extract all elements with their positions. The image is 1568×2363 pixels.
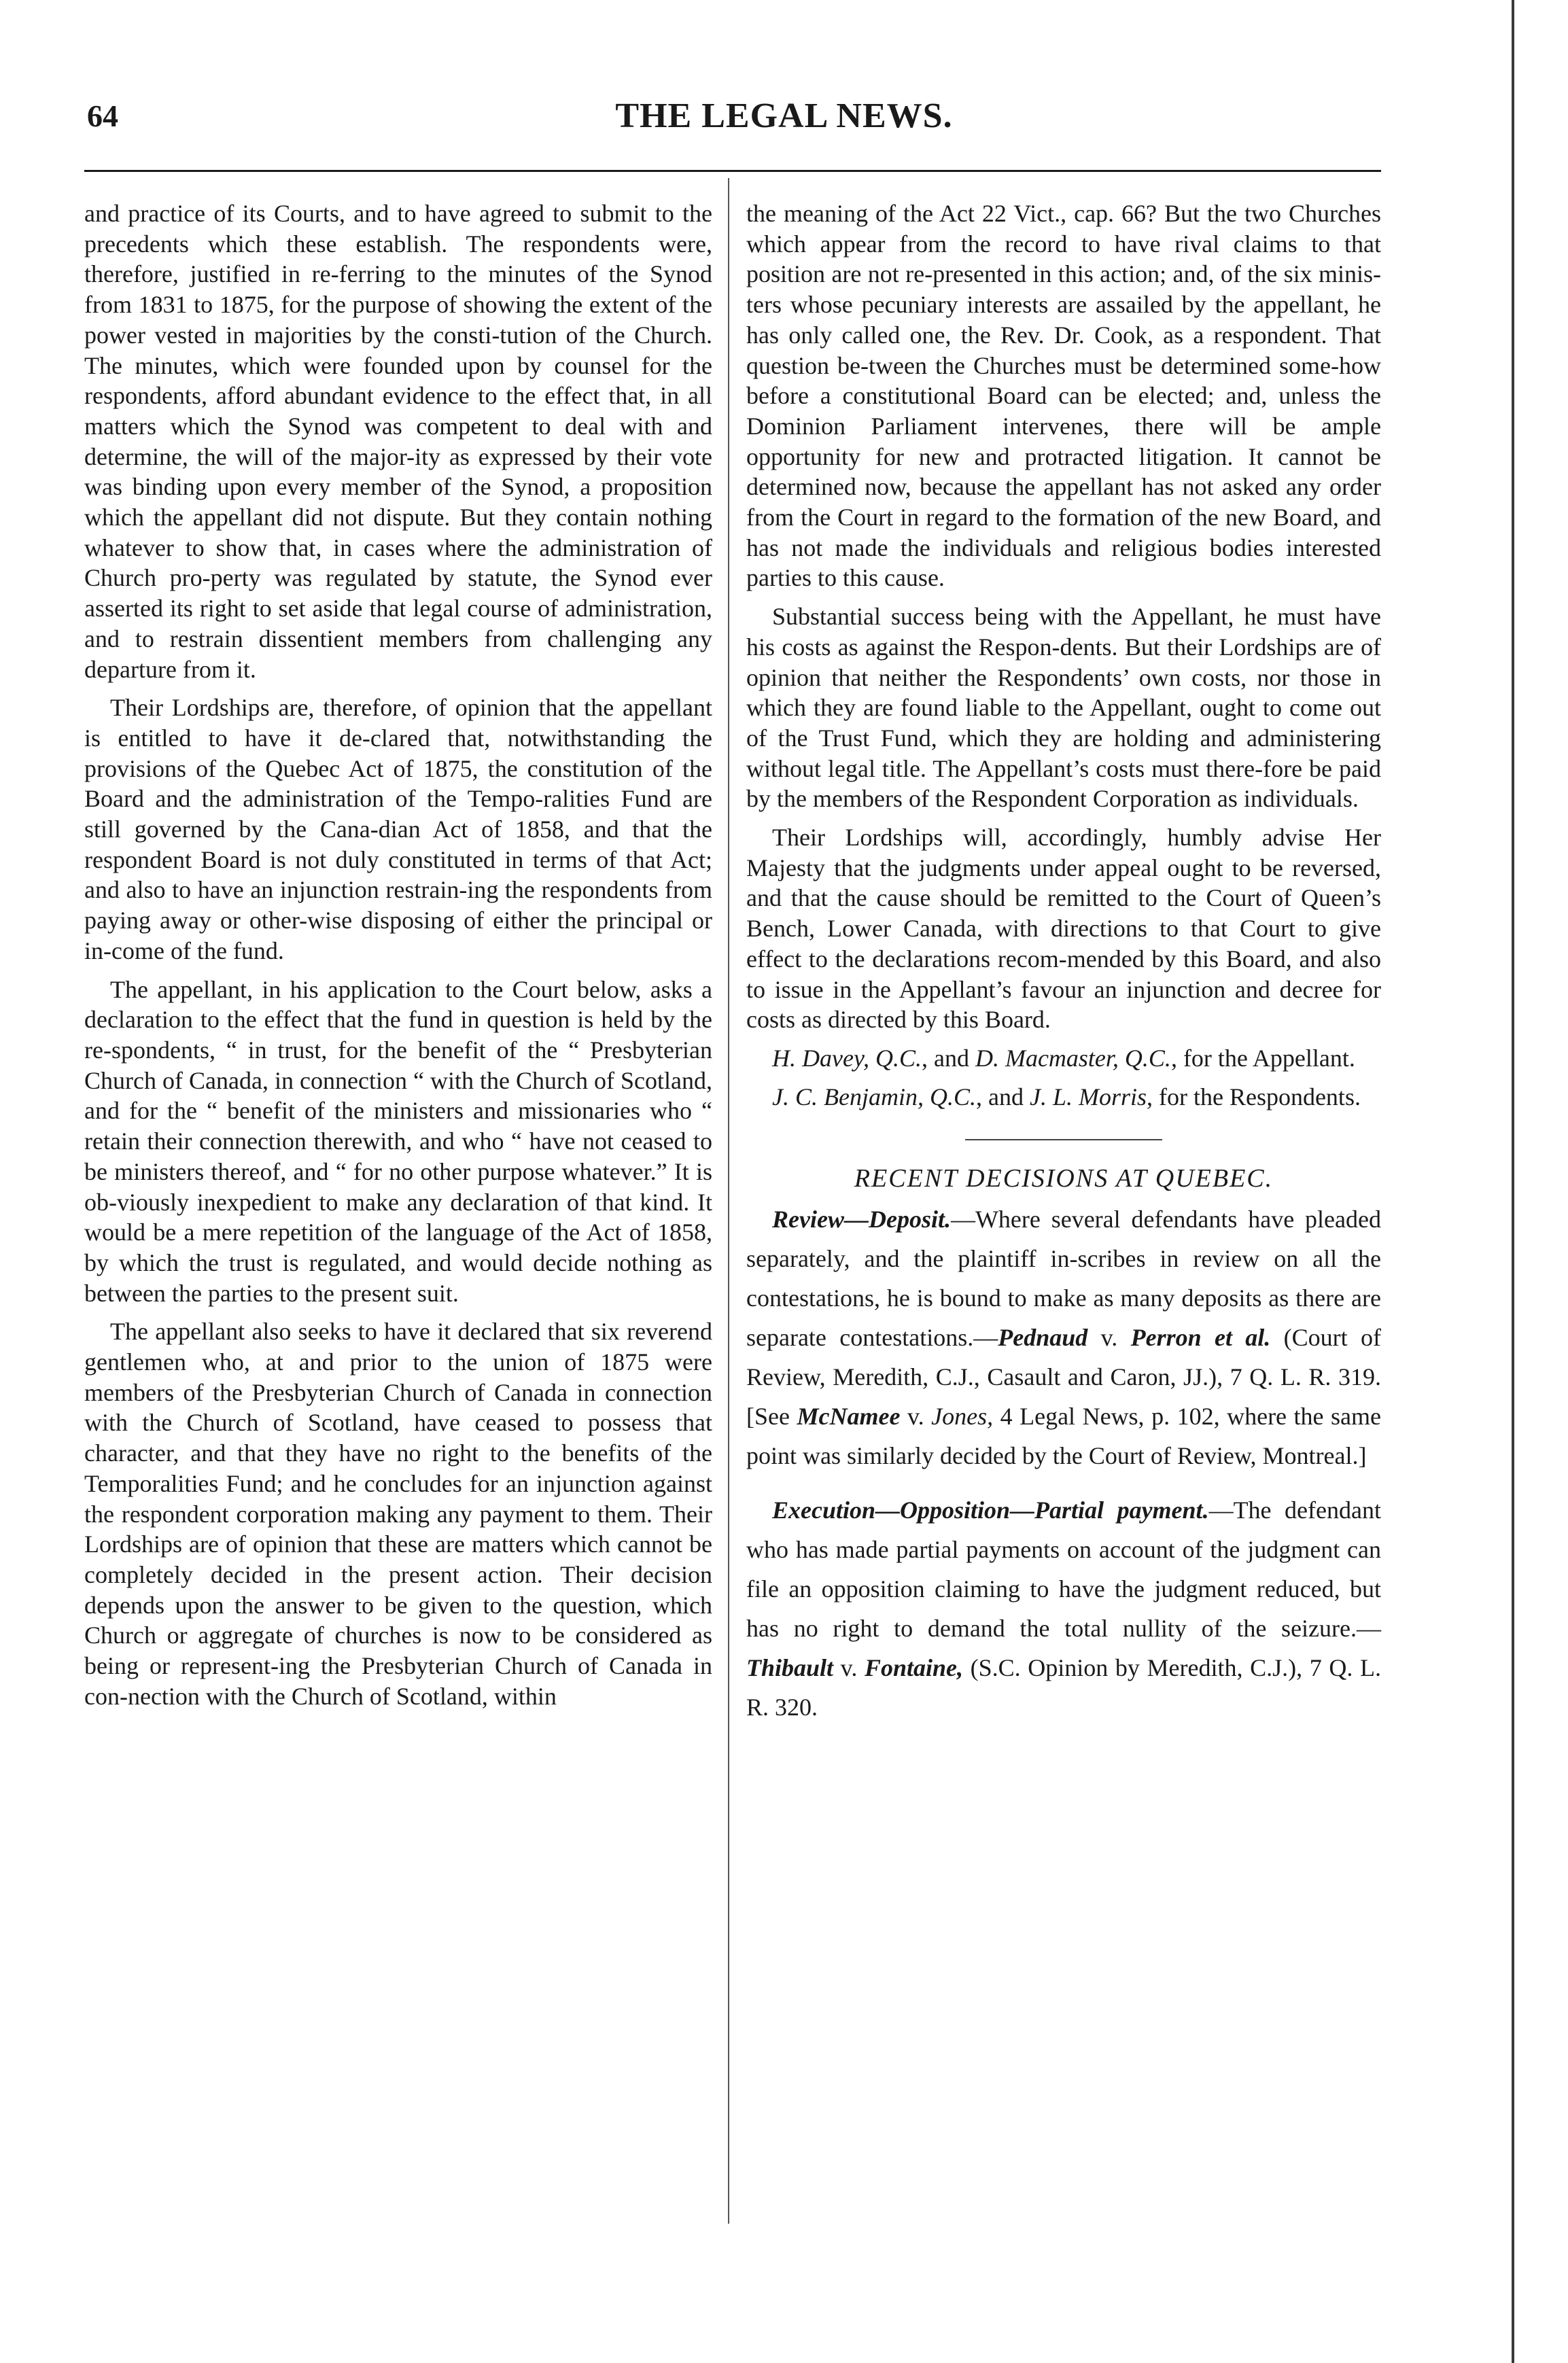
right-column — [746, 198, 1381, 1742]
decision-text: —Where several defendants have pleaded separately, and the plaintiff in-scribes in review on all the contestations, he is bound to make as many deposits as there are separate contestations.— — [746, 1206, 1381, 1352]
case-party: McNamee — [797, 1403, 901, 1431]
counsel-role: , for the Respondents. — [1147, 1083, 1361, 1110]
left-paragraph-3: The appellant, in his application to the Court below, asks a declaration to the effect that the fund in question is held by the re-spondents, “ in trust, for the benefit of the “ Presbyterian Church of Canada, in connection “ with the Church of Scotland, and for the “ benefit of the ministers and missionaries who “ retain their connection therewith, and who “ have not ceased to be ministers thereof, and “ for no other purpose whatever.” It is ob-viously inexpedient to make any declaration of that kind. It would be a mere repetition of the language of the Act of 1858, by which the trust is regulated, and would decide nothing as between the parties to the present suit. — [84, 975, 712, 1307]
decision-heading: Execution—Opposition—Partial payment. — [772, 1496, 1209, 1524]
case-party: Pednaud — [998, 1324, 1088, 1352]
case-versus: v. — [1087, 1324, 1131, 1352]
decision-text: —The defendant who has made partial payments on account of the judgment can file an opposition claiming to have the judgment reduced, but has no right to demand the total nullity of the seizure.— — [746, 1496, 1381, 1643]
case-party: Jones, — [931, 1403, 994, 1431]
counsel-joiner: , and — [921, 1044, 975, 1072]
counsel-name: D. Macmaster, Q.C. — [975, 1044, 1171, 1072]
counsel-name: H. Davey, Q.C. — [772, 1044, 922, 1072]
section-title: RECENT DECISIONS AT QUEBEC. — [854, 1164, 1274, 1193]
right-paragraph-2: Substantial success being with the Appellant, he must have his costs as against the Respon-dents. But their Lordships are of opinion that neither the Respondents’ own costs, nor those in which they are found liable to the Appellant, ought to come out of the Trust Fund, which they are holding and administering without legal title. The Appellant’s costs must there-fore be paid by the members of the Respondent Corporation as individuals. — [746, 603, 1381, 813]
left-paragraph-2: Their Lordships are, therefore, of opinion that the appellant is entitled to have it de-clared that, notwithstanding the provisions of the Quebec Act of 1875, the constitution of the Board and the administration of the Tempo-ralities Fund are still governed by the Cana-dian Act of 1858, and that the respondent Board is not duly constituted in terms of that Act; and also to have an injunction restrain-ing the respondents from paying away or other-wise disposing of either the principal or in-come of the fund. — [84, 694, 712, 964]
column-divider — [728, 178, 729, 2224]
left-paragraph-4: The appellant also seeks to have it declared that six reverend gentlemen who, at and prior to the union of 1875 were members of the Presbyterian Church of Canada in connection with the Church of Scotland, have ceased to possess that character, and that they have no right to the benefits of the Temporalities Fund; and he concludes for an injunction against the respondent corporation making any payment to them. Their Lordships are of opinion that these are matters which cannot be completely decided in the present action. Their decision depends upon the answer to be given to the question, which Church or aggregate of churches is now to be considered as being or represent-ing the Presbyterian Church of Canada in con-nection with the Church of Scotland, within — [84, 1318, 712, 1710]
case-party: Fontaine, — [864, 1654, 964, 1682]
case-party: Perron et al. — [1130, 1324, 1271, 1352]
counsel-name: J. C. Benjamin, Q.C. — [772, 1083, 976, 1110]
counsel-respondents — [746, 1082, 1381, 1113]
decision-execution-opposition — [746, 1490, 1381, 1727]
case-versus: v. — [833, 1654, 865, 1682]
case-party: Thibault — [746, 1654, 834, 1682]
section-divider — [965, 1139, 1162, 1140]
running-head: THE LEGAL NEWS. — [615, 97, 953, 135]
page-number: 64 — [87, 99, 118, 133]
decision-text: 4 Legal News, p. 102, where the same point was similarly decided by the Court of Review, Montreal.] — [746, 1403, 1381, 1470]
counsel-role: , for the Appellant. — [1170, 1044, 1355, 1072]
counsel-appellant — [746, 1043, 1381, 1074]
case-versus: v. — [900, 1403, 932, 1431]
left-paragraph-1: and practice of its Courts, and to have agreed to submit to the precedents which these establish. The respondents were, therefore, justified in re-ferring to the minutes of the Synod from 1831 to 1875, for the purpose of showing the extent of the power vested in majorities by the consti-tution of the Church. The minutes, which were founded upon by counsel for the respondents, afford abundant evidence to the effect that, in all matters which the Synod was competent to deal with and determine, the will of the major-ity as expressed by their vote was binding upon every member of the Synod, a proposition which the appellant did not dispute. But they contain nothing whatever to show that, in cases where the administration of Church pro-perty was regulated by statute, the Synod ever asserted its right to set aside that legal course of administration, and to restrain dissentient members from challenging any departure from it. — [84, 200, 712, 683]
decision-heading: Review—Deposit. — [772, 1206, 951, 1233]
page-edge-line — [1512, 0, 1514, 2363]
counsel-joiner: , and — [975, 1083, 1030, 1110]
header-rule — [84, 170, 1381, 172]
right-paragraph-3: Their Lordships will, accordingly, humbly advise Her Majesty that the judgments under appeal ought to be reversed, and that the cause should be remitted to the Court of Queen’s Bench, Lower Canada, with directions to that Court to give effect to the declarations recom-mended by this Board, and also to issue in the Appellant’s favour an injunction and decree for costs as directed by this Board. — [746, 824, 1381, 1034]
decisions-list — [746, 1200, 1381, 1727]
right-paragraph-1: the meaning of the Act 22 Vict., cap. 66? But the two Churches which appear from the record to have rival claims to that position are not re-presented in this action; and, of the six minis-ters whose pecuniary interests are assailed by the appellant, he has only called one, the Rev. Dr. Cook, as a respondent. That question be-tween the Churches must be determined some-how before a constitutional Board can be elected; and, unless the Dominion Parliament intervenes, there will be ample opportunity for new and protracted litigation. It cannot be determined now, because the appellant has not asked any order from the Court in regard to the formation of the new Board, and has not made the individuals and religious bodies interested parties to this cause. — [746, 200, 1381, 592]
decision-review-deposit — [746, 1200, 1381, 1475]
counsel-name: J. L. Morris — [1029, 1083, 1147, 1110]
left-column — [84, 198, 712, 1711]
decision-text: (Court of Review, Meredith, C.J., Casault and Caron, JJ.), 7 Q. L. R. 319. [See — [746, 1324, 1381, 1431]
decision-text: (S.C. Opinion by Meredith, C.J.), 7 Q. L. R. 320. — [746, 1654, 1381, 1721]
